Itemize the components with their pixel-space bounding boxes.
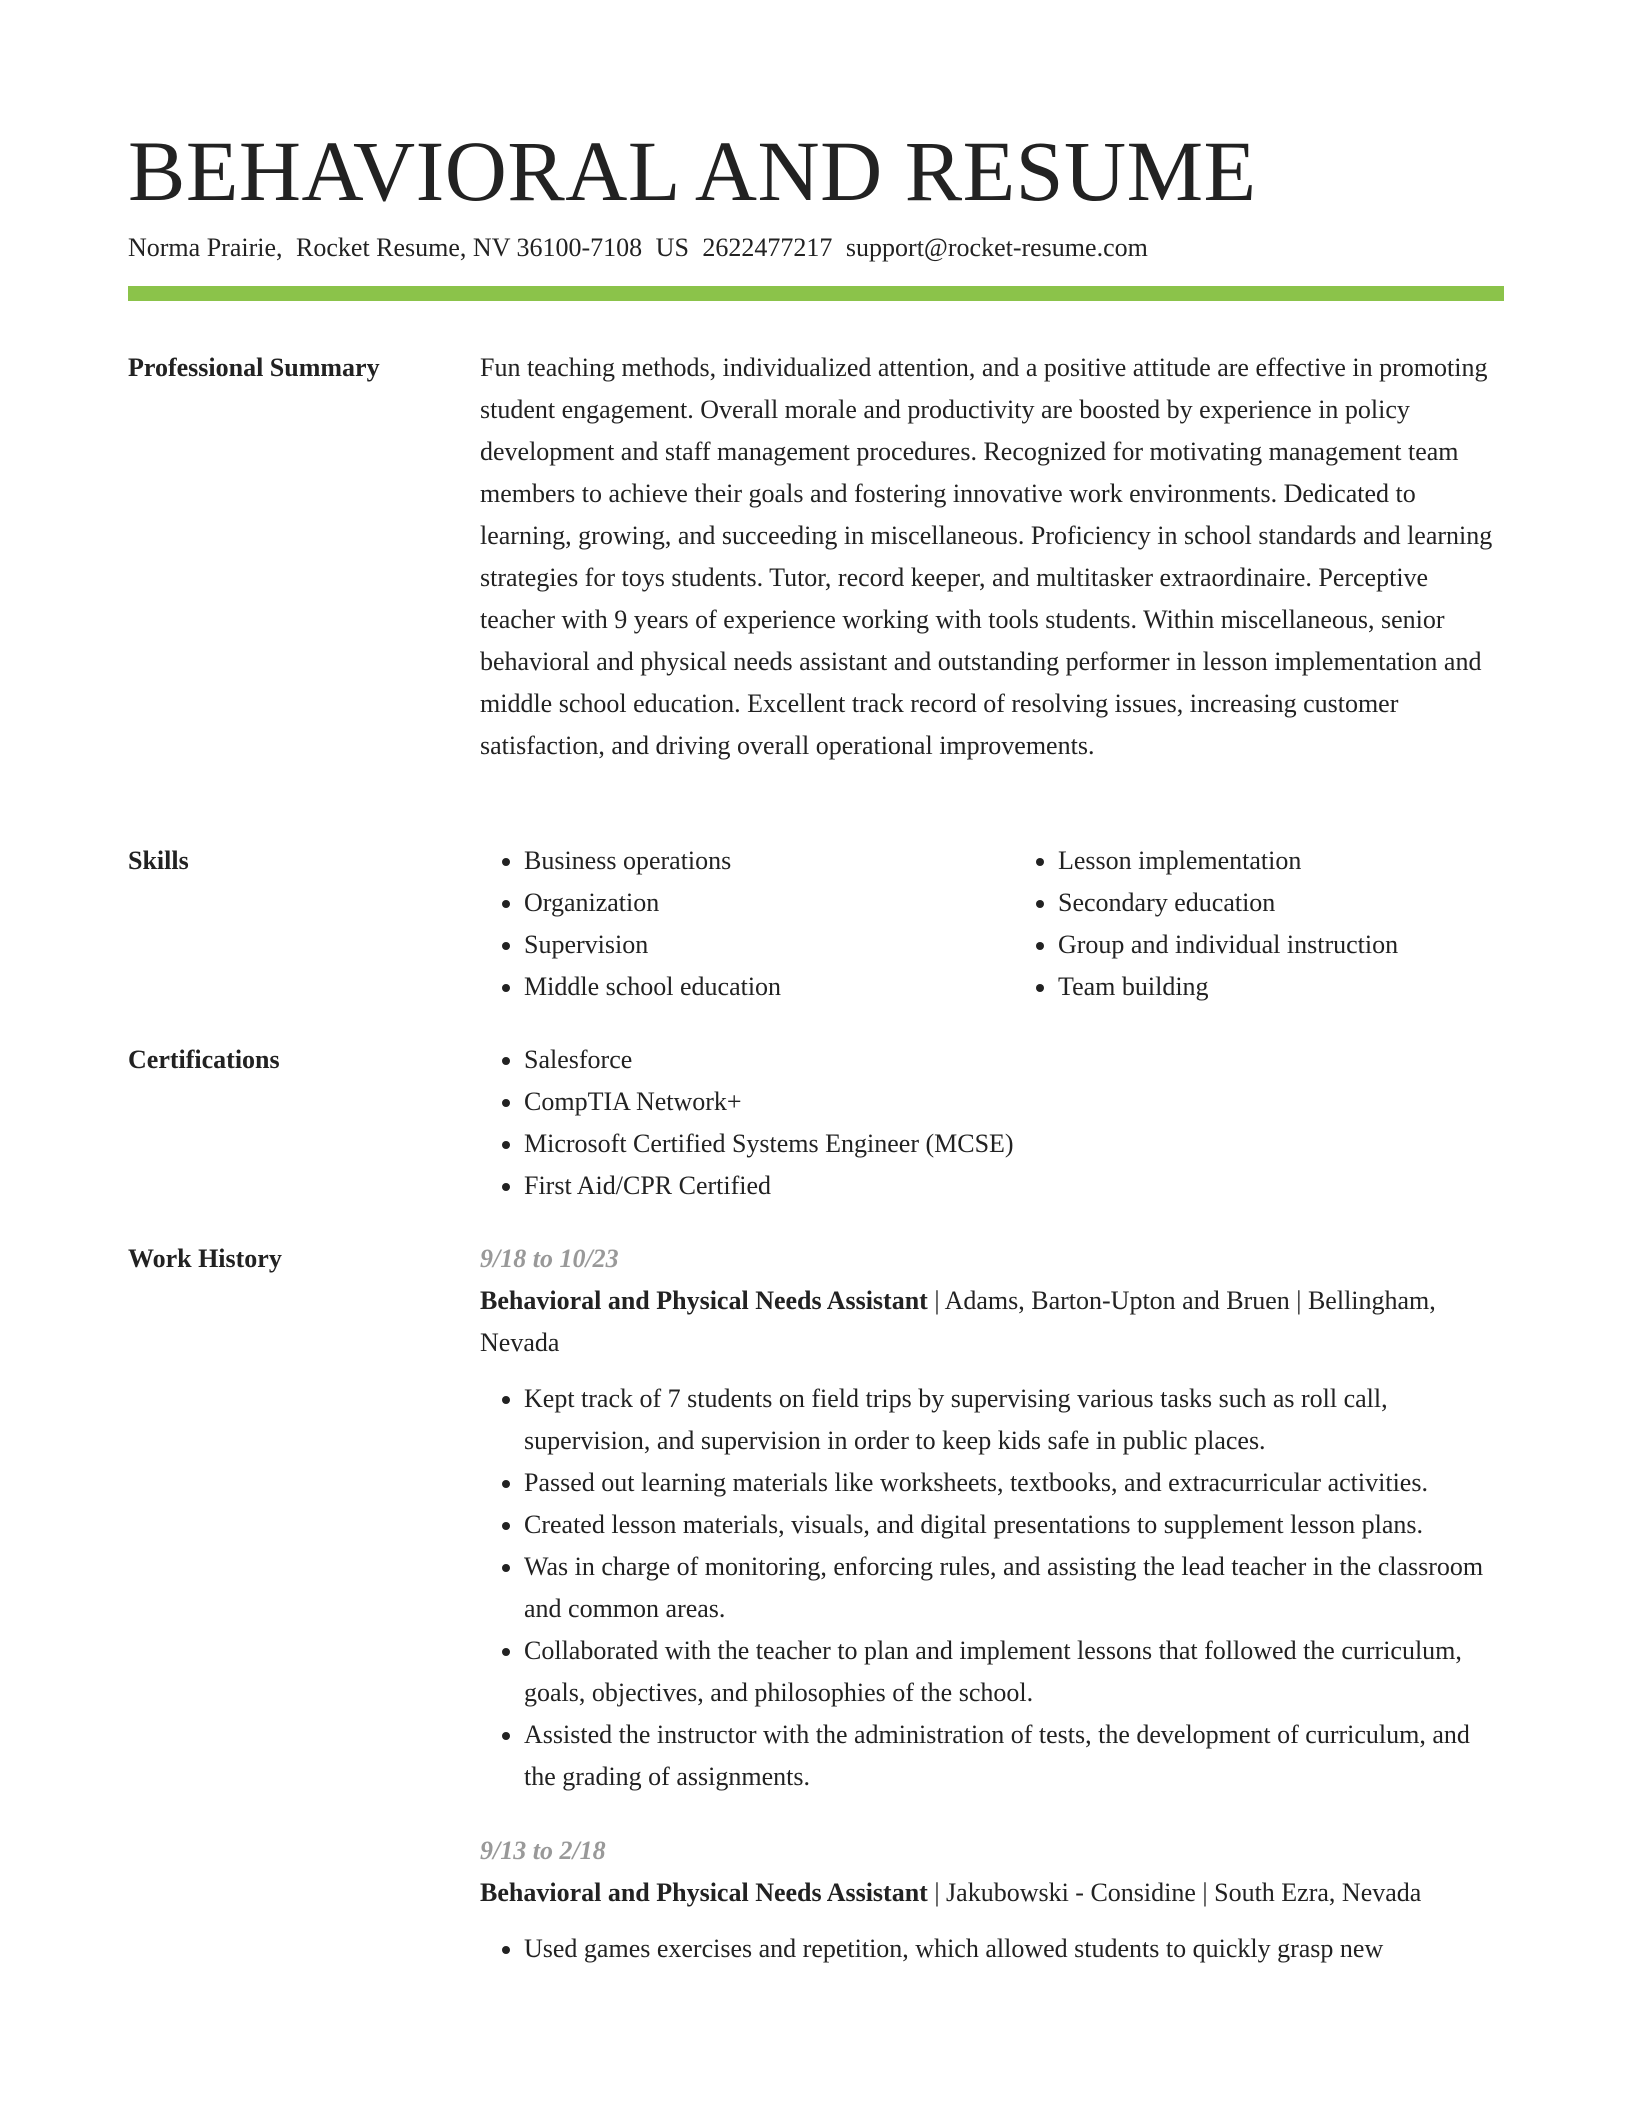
certification-item: • First Aid/CPR Certified [524,1165,1504,1207]
skill-item: • Team building [1058,966,1504,1008]
job-header [480,1872,1504,1914]
job-dates: 9/13 to 2/18 [480,1836,606,1865]
contact-person: Norma Prairie, [128,233,283,262]
resume-name: BEHAVIORAL AND RESUME [128,123,1257,219]
accent-divider [128,286,1504,301]
contact-line [128,230,1148,266]
skill-item: • Business operations [524,840,970,882]
skills-column-1 [480,840,970,1008]
skills-heading: Skills [128,846,189,875]
certification-item: • CompTIA Network+ [524,1081,1504,1123]
summary-text: Fun teaching methods, individualized attention, and a positive attitude are effective in promoting student engagement. Overall morale and productivity are boosted by experience in policy development and staff management procedures. Recognized for motivating management team members to achieve their goals and fostering innovative work environments. Dedicated to learning, growing, and succeeding in miscellaneous. Proficiency in school standards and learning strategies for toys students. Tutor, record keeper, and multitasker extraordinaire. Perceptive teacher with 9 years of experience working with tools students. Within miscellaneous, senior behavioral and physical needs assistant and outstanding performer in lesson implementation and middle school education. Excellent track record of resolving issues, increasing customer satisfaction, and driving overall operational improvements. [480,353,1493,760]
summary-body [480,347,1504,767]
job-title: Behavioral and Physical Needs Assistant [480,1878,928,1907]
skill-item: • Secondary education [1058,882,1504,924]
job-bullet: • Kept track of 7 students on field trips by supervising various tasks such as roll call, supervision, and supervision in order to keep kids safe in public places. [524,1378,1504,1462]
certification-item: • Microsoft Certified Systems Engineer (MCSE) [524,1123,1504,1165]
skills-column-2 [1014,840,1504,1008]
job-bullets [480,1378,1504,1798]
skill-item: • Organization [524,882,970,924]
job-entry [480,1238,1504,1798]
work-history-body [480,1238,1504,2002]
job-dates: 9/18 to 10/23 [480,1244,619,1273]
skills-body [480,840,1504,1008]
job-header [480,1280,1504,1364]
job-bullet: • Collaborated with the teacher to plan and implement lessons that followed the curriculum, goals, objectives, and philosophies of the school. [524,1630,1504,1714]
job-details: | Jakubowski - Considine | South Ezra, Nevada [927,1878,1422,1907]
contact-address: Rocket Resume, NV 36100-7108 [296,233,643,262]
work-history-heading: Work History [128,1244,282,1273]
job-bullet: • Passed out learning materials like worksheets, textbooks, and extracurricular activities. [524,1462,1504,1504]
certifications-body [480,1039,1504,1207]
job-bullet: • Assisted the instructor with the administration of tests, the development of curriculum, and the grading of assignments. [524,1714,1504,1798]
job-details: | Adams, Barton-Upton and Bruen | Bellingham, Nevada [480,1286,1436,1357]
job-bullet: • Was in charge of monitoring, enforcing rules, and assisting the lead teacher in the classroom and common areas. [524,1546,1504,1630]
certifications-heading: Certifications [128,1045,280,1074]
job-bullet: • Created lesson materials, visuals, and digital presentations to supplement lesson plans. [524,1504,1504,1546]
job-bullets [480,1928,1504,1970]
certifications-list [480,1039,1504,1207]
summary-heading: Professional Summary [128,353,380,382]
job-entry [480,1830,1504,1970]
contact-phone: 2622477217 [702,233,833,262]
skill-item: • Middle school education [524,966,970,1008]
contact-country: US [655,233,689,262]
skill-item: • Lesson implementation [1058,840,1504,882]
job-title: Behavioral and Physical Needs Assistant [480,1286,928,1315]
contact-email[interactable]: support@rocket-resume.com [845,233,1148,262]
job-bullet: • Used games exercises and repetition, which allowed students to quickly grasp new [524,1928,1504,1970]
certification-item: • Salesforce [524,1039,1504,1081]
skill-item: • Group and individual instruction [1058,924,1504,966]
skill-item: • Supervision [524,924,970,966]
